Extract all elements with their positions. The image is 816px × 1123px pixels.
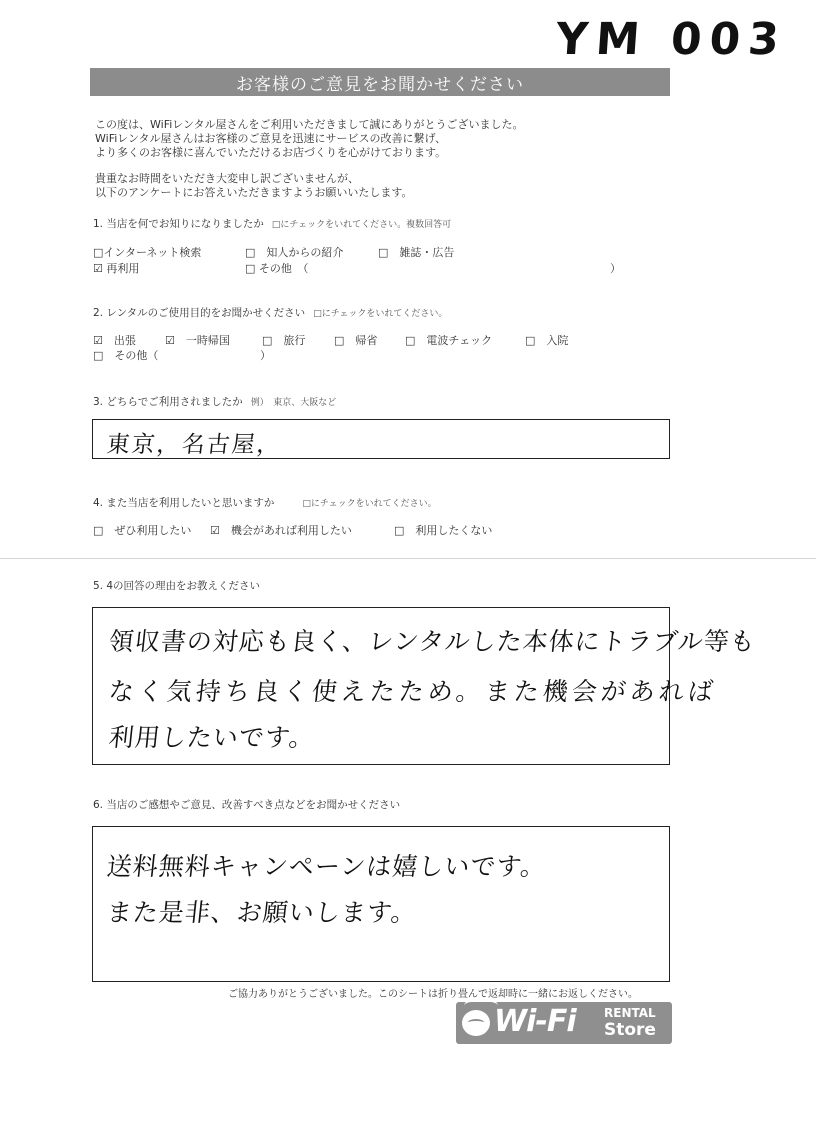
question-6-label: 6. 当店のご感想やご意見、改善すべき点などをお聞かせください xyxy=(93,799,401,811)
intro-text xyxy=(95,118,655,200)
logo-main-text: Wi-Fi xyxy=(494,1004,576,1039)
q5-answer-line: なく気持ち良く使えたため。また機会があれば xyxy=(107,677,719,706)
intro-spacer xyxy=(95,160,655,172)
intro-line: 以下のアンケートにお答えいただきますようお願いいたします。 xyxy=(95,186,413,199)
q6-answer-line: また是非、お願いします。 xyxy=(105,898,419,927)
question-1-label: 1. 当店を何でお知りになりましたか xyxy=(93,218,264,230)
q2-option-business[interactable]: ☑ 出張 xyxy=(93,334,136,347)
wifi-rental-store-logo xyxy=(456,1002,672,1044)
q1-option-magazine[interactable]: □ 雑誌・広告 xyxy=(378,246,455,259)
logo-store-text: Store xyxy=(604,1020,656,1040)
question-2-note: □にチェックをいれてください。 xyxy=(313,309,448,319)
q4-option-if-chance[interactable]: ☑ 機会があれば利用したい xyxy=(210,524,352,537)
q2-option-signal-check[interactable]: □ 電波チェック xyxy=(405,334,493,347)
q2-option-hospital[interactable]: □ 入院 xyxy=(525,334,569,347)
question-1-note: □にチェックをいれてください。複数回答可 xyxy=(271,220,452,230)
q3-answer-box[interactable] xyxy=(92,419,670,459)
handwritten-id: YM 003 xyxy=(554,14,789,65)
q1-option-internet[interactable]: □インターネット検索 xyxy=(93,246,202,259)
q1-option-other-close: ） xyxy=(610,262,621,275)
q1-option-friend[interactable]: □ 知人からの紹介 xyxy=(245,246,344,259)
mascot-icon xyxy=(462,1010,490,1036)
question-2 xyxy=(93,305,447,320)
question-3-label: 3. どちらでご利用されましたか xyxy=(93,396,243,408)
question-5 xyxy=(93,578,260,593)
q5-answer-line: 利用したいです。 xyxy=(107,723,317,752)
intro-line: 貴重なお時間をいただき大変申し訳ございませんが、 xyxy=(95,172,359,185)
question-4-note: □にチェックをいれてください。 xyxy=(302,499,437,509)
q1-option-other[interactable]: □ その他 （ xyxy=(245,262,309,275)
question-2-label: 2. レンタルのご使用目的をお聞かせください xyxy=(93,307,306,319)
q1-option-reuse[interactable]: ☑ 再利用 xyxy=(93,262,140,275)
q6-answer-line: 送料無料キャンペーンは嬉しいです。 xyxy=(105,852,548,881)
question-5-label: 5. 4の回答の理由をお教えください xyxy=(93,580,261,592)
q5-answer-line: 領収書の対応も良く、レンタルした本体にトラブル等も xyxy=(107,627,758,656)
question-3 xyxy=(93,394,336,409)
question-4-label: 4. また当店を利用したいと思いますか xyxy=(93,497,275,509)
intro-line: WiFiレンタル屋さんはお客様のご意見を迅速にサービスの改善に繋げ、 xyxy=(95,132,447,145)
q5-answer-box[interactable] xyxy=(92,607,758,765)
question-3-note: 例） 東京、大阪など xyxy=(250,398,337,408)
intro-line: この度は、WiFiレンタル屋さんをご利用いただきまして誠にありがとうございました。 xyxy=(95,118,524,131)
question-1 xyxy=(93,216,451,231)
q2-option-visit-home[interactable]: □ 帰省 xyxy=(334,334,378,347)
q2-option-homecoming[interactable]: ☑ 一時帰国 xyxy=(165,334,230,347)
logo-rental-text: RENTAL xyxy=(604,1006,656,1020)
question-6 xyxy=(93,797,400,812)
intro-line: より多くのお客様に喜んでいただけるお店づくりを心がけております。 xyxy=(95,146,447,159)
wifi-wave-icon xyxy=(464,998,498,1013)
q3-answer-text: 東京，名古屋， xyxy=(105,432,284,458)
q2-option-other-close: ） xyxy=(260,349,271,362)
footer-note: ご協力ありがとうございました。このシートは折り畳んで返却時に一緒にお返しください。 xyxy=(228,989,638,1000)
q6-answer-box[interactable] xyxy=(92,826,670,982)
q2-option-other[interactable]: □ その他（ xyxy=(93,349,159,362)
question-4 xyxy=(93,495,437,510)
q2-option-travel[interactable]: □ 旅行 xyxy=(262,334,306,347)
divider xyxy=(0,558,816,559)
page-title: お客様のご意見をお聞かせください xyxy=(90,68,670,96)
q4-option-definitely[interactable]: □ ぜひ利用したい xyxy=(93,524,192,537)
q4-option-no[interactable]: □ 利用したくない xyxy=(394,524,493,537)
